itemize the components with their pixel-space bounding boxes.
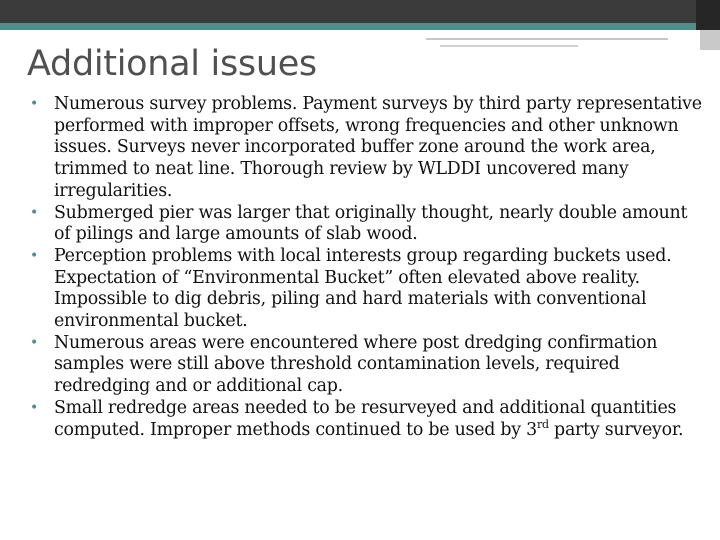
bullet-item: [28, 398, 708, 441]
bullet-dot-icon: •: [30, 334, 39, 351]
bullet-item: [28, 203, 708, 246]
ordinal-number: 3: [526, 419, 537, 440]
bullet-dot-icon: •: [30, 96, 39, 112]
decorative-rule: [426, 38, 668, 40]
corner-accent-dark: [696, 0, 720, 30]
slide-title: Additional issues: [27, 44, 317, 84]
bullet-dot-icon: •: [30, 204, 39, 221]
bullet-text: Small redredge areas needed to be resurveyed and additional quantities computed. Improper methods continued to be used by: [54, 397, 677, 440]
bullet-text: Perception problems with local interests group regarding buckets used. Expectation of “Environmental Bucket” often elevated above reality. Impossible to dig debris, piling and hard materials with conventional environmental bucket.: [54, 245, 672, 332]
slide-body: [28, 94, 708, 441]
bullet-text-tail: party surveyor.: [548, 419, 684, 440]
header-bar-dark: [0, 0, 696, 23]
bullet-item: [28, 94, 708, 203]
ordinal-suffix: rd: [536, 417, 549, 431]
header-bar-teal: [0, 23, 696, 30]
bullet-list: [28, 94, 708, 441]
decorative-rule-short: [440, 45, 578, 47]
bullet-text: Submerged pier was larger that originally thought, nearly double amount of pilings and large amounts of slab wood.: [54, 202, 688, 245]
bullet-text: Numerous survey problems. Payment surveys by third party representative performed with improper offsets, wrong frequencies and other unknown issues. Surveys never incorporated buffer zone around the work area, trimmed to neat line. Thorough review by WLDDI uncovered many irregularities.: [54, 94, 702, 201]
bullet-dot-icon: •: [30, 399, 39, 416]
bullet-text: Numerous areas were encountered where post dredging confirmation samples were still above threshold contamination levels, required redredging and or additional cap.: [54, 332, 658, 397]
bullet-item: [28, 333, 708, 398]
bullet-dot-icon: •: [30, 247, 39, 264]
bullet-item: [28, 246, 708, 333]
